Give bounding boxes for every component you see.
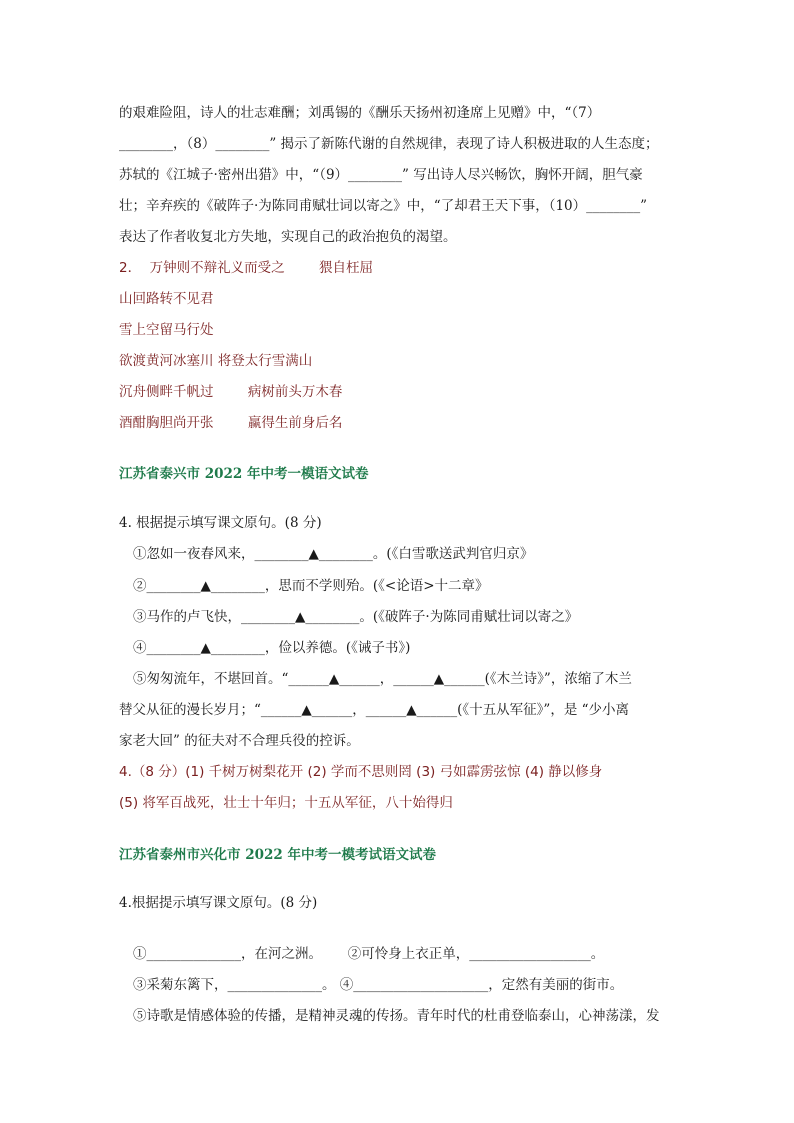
text-line: 的艰难险阻，诗人的壮志难酬；刘禹锡的《酬乐天扬州初逢席上见赠》中，“（7）: [119, 105, 601, 121]
fill-item: ①______________，在河之洲。 ②可怜身上衣正单，__________________。: [133, 946, 605, 962]
answer-line: 欲渡黄河冰塞川 将登太行雪满山: [119, 353, 313, 369]
text-line: 表达了作者收复北方失地，实现自己的政治抱负的渴望。: [119, 229, 457, 245]
fill-item: ⑤匆匆流年，不堪回首。“______▲______，______▲______(《木兰诗》”，浓缩了木兰: [133, 671, 632, 687]
text-line: 苏轼的《江城子·密州出猎》中，“（9）________” 写出诗人尽兴畅饮，胸怀开阔，胆气豪: [119, 167, 643, 183]
section-heading: 江苏省泰兴市 2022 年中考一模语文试卷: [119, 466, 369, 482]
fill-item: 替父从征的漫长岁月；“______▲______，______▲______(《十五从军征》”，是 “少小离: [119, 702, 630, 718]
answer-line: (5) 将军百战死，壮士十年归；十五从军征，八十始得归: [119, 795, 453, 811]
fill-item: ③马作的卢飞快，________▲________。(《破阵子·为陈同甫赋壮词以寄之》: [133, 609, 579, 625]
answer-line: 4.（8 分）(1) 千树万树梨花开 (2) 学而不思则罔 (3) 弓如霹雳弦惊 (4) 静以修身: [119, 764, 603, 780]
fill-item: 家老大回” 的征夫对不合理兵役的控诉。: [119, 733, 360, 749]
question-title: 4. 根据提示填写课文原句。(8 分): [119, 515, 322, 531]
text-line: 壮；辛弃疾的《破阵子·为陈同甫赋壮词以寄之》中，“了却君王天下事，（10）________”: [119, 198, 648, 214]
answer-line: 沉舟侧畔千帆过 病树前头万木春: [119, 384, 343, 400]
answer-line: 酒酣胸胆尚开张 赢得生前身后名: [119, 415, 343, 431]
answer-line: 2． 万钟则不辩礼义而受之 猥自枉屈: [119, 260, 374, 276]
question-title: 4.根据提示填写课文原句。(8 分): [119, 895, 318, 911]
fill-item: ④________▲________，俭以养德。(《诫子书》): [133, 640, 411, 656]
fill-item: ②________▲________，思而不学则殆。(《<论语>十二章》: [133, 578, 489, 594]
fill-item: ①忽如一夜春风来，________▲________。(《白雪歌送武判官归京》: [133, 546, 534, 562]
text-line: ________，（8）________” 揭示了新陈代谢的自然规律，表现了诗人积极进取的人生态度；: [119, 136, 659, 152]
fill-item: ③采菊东篱下，______________。 ④____________________，定然有美丽的街市。: [133, 977, 624, 993]
answer-line: 雪上空留马行处: [119, 322, 214, 338]
section-heading: 江苏省泰州市兴化市 2022 年中考一模考试语文试卷: [119, 847, 436, 863]
fill-item: ⑤诗歌是情感体验的传播，是精神灵魂的传扬。青年时代的杜甫登临泰山，心神荡漾，发: [133, 1008, 660, 1024]
answer-line: 山回路转不见君: [119, 291, 214, 307]
